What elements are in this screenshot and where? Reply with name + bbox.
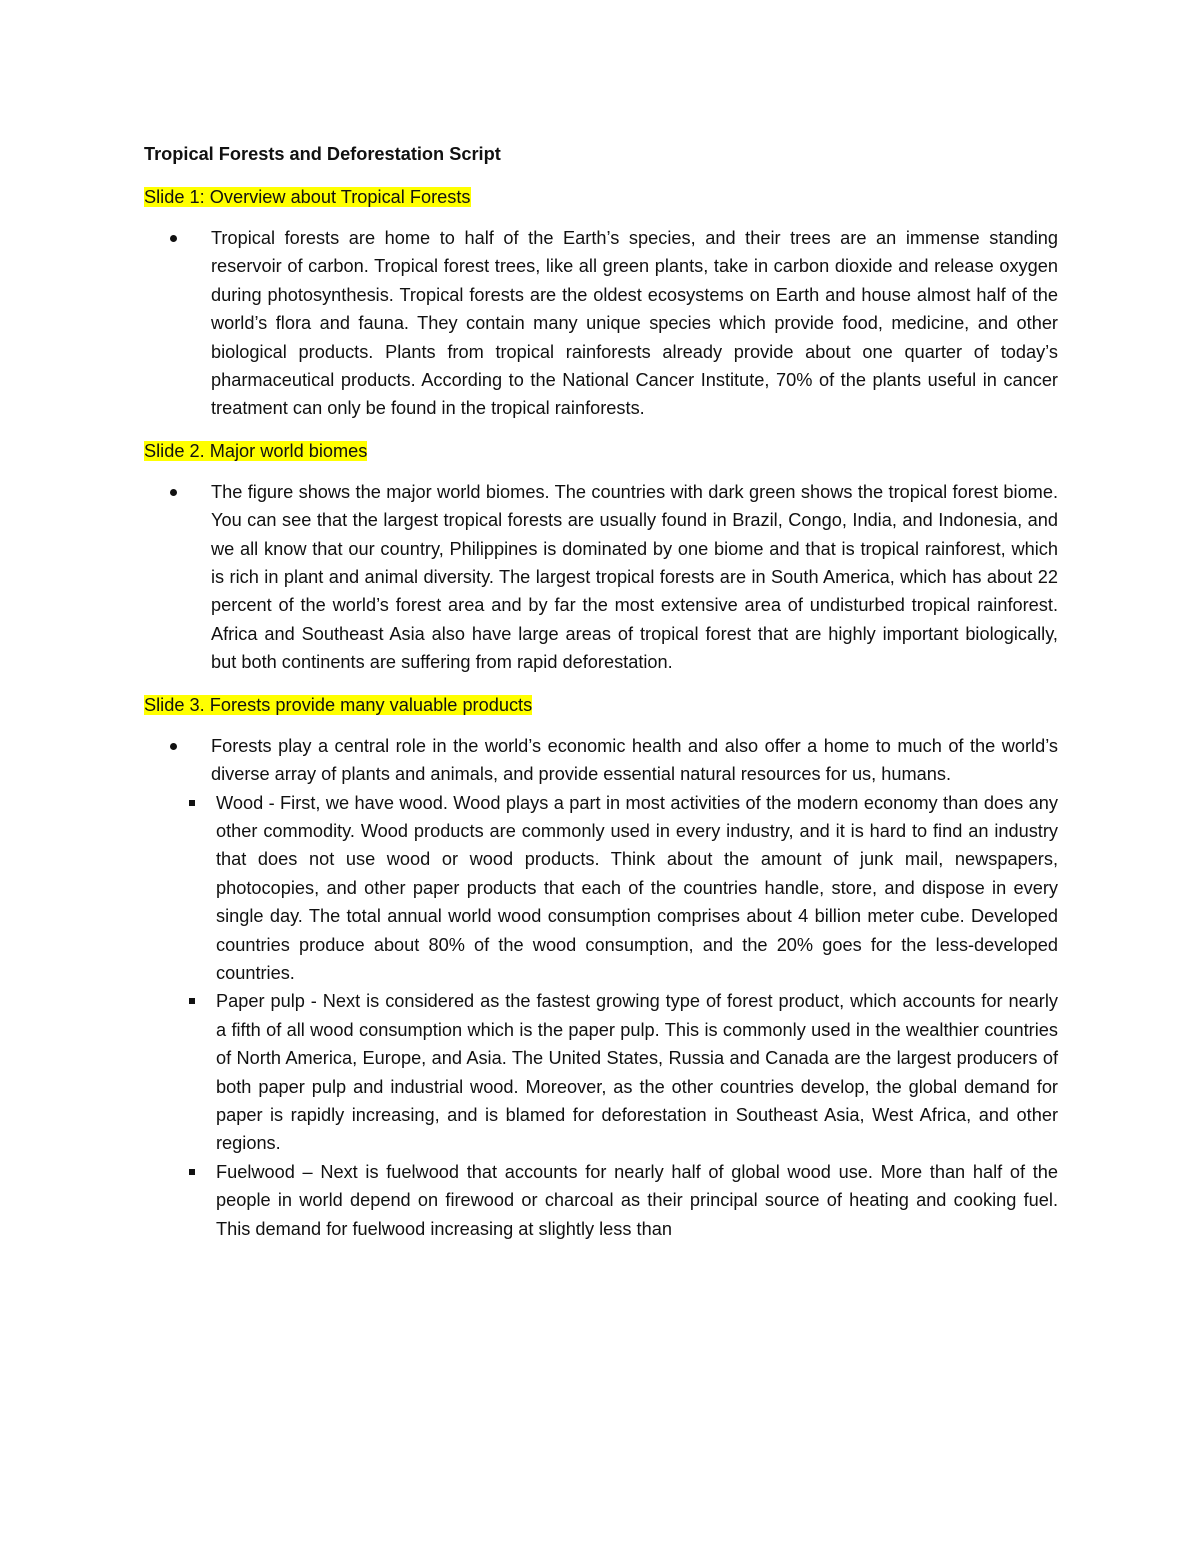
- slide-3-sub-list-container: [144, 789, 1058, 1244]
- sub-bullet-fuelwood: [144, 1158, 1058, 1243]
- slide-2-heading: [144, 437, 1058, 465]
- slide-1-bullet-list: [144, 224, 1058, 423]
- slide-3-bullet: [144, 732, 1058, 789]
- sub-bullet-fuelwood-text: Fuelwood – Next is fuelwood that accounts for nearly half of global wood use. More than half of the people in world depend on firewood or charcoal as their principal source of heating and cooking fuel. This demand for fuelwood increasing at slightly less than: [216, 1161, 1058, 1239]
- slide-3-bullet-text: Forests play a central role in the world’s economic health and also offer a home to much of the world’s diverse array of plants and animals, and provide essential natural resources for us, humans.: [211, 735, 1058, 785]
- sub-bullet-wood: [144, 789, 1058, 988]
- slide-1-bullet-text: Tropical forests are home to half of the Earth’s species, and their trees are an immense standing reservoir of carbon. Tropical forest trees, like all green plants, take in carbon dioxide and release oxygen during photosynthesis. Tropical forests are the oldest ecosystems on Earth and house almost half of the world’s flora and fauna. They contain many unique species which provide food, medicine, and other biological products. Plants from tropical rainforests already provide about one quarter of today’s pharmaceutical products. According to the National Cancer Institute, 70% of the plants useful in cancer treatment can only be found in the tropical rainforests.: [211, 228, 1058, 419]
- square-bullet-icon: [189, 1169, 195, 1175]
- square-bullet-icon: [189, 998, 195, 1004]
- slide-2-bullet: [144, 478, 1058, 677]
- bullet-dot-icon: [170, 489, 177, 496]
- sub-bullet-paper-pulp: [144, 987, 1058, 1157]
- slide-2-bullet-list: [144, 478, 1058, 677]
- slide-3-bullet-list: [144, 732, 1058, 1243]
- slide-3-sub-bullet-list: [144, 789, 1058, 1244]
- document-body: [144, 140, 1058, 1257]
- sub-bullet-wood-text: Wood - First, we have wood. Wood plays a part in most activities of the modern economy than does any other commodity. Wood products are commonly used in every industry, and it is hard to find an industry that does not use wood or wood products. Think about the amount of junk mail, newspapers, photocopies, and other paper products that each of the countries handle, store, and dispose in every single day. The total annual world wood consumption comprises about 4 billion meter cube. Developed countries produce about 80% of the wood consumption, and the 20% goes for the less-developed countries.: [216, 792, 1058, 983]
- slide-1-heading: [144, 183, 1058, 211]
- document-title: Tropical Forests and Deforestation Script: [144, 144, 501, 164]
- bullet-dot-icon: [170, 743, 177, 750]
- slide-1-bullet: [144, 224, 1058, 423]
- slide-2-bullet-text: The figure shows the major world biomes. The countries with dark green shows the tropical forest biome. You can see that the largest tropical forests are usually found in Brazil, Congo, India, and Indonesia, and we all know that our country, Philippines is dominated by one biome and that is tropical rainforest, which is rich in plant and animal diversity. The largest tropical forests are in South America, which has about 22 percent of the world’s forest area and by far the most extensive area of undisturbed tropical rainforest. Africa and Southeast Asia also have large areas of tropical forest that are highly important biologically, but both continents are suffering from rapid deforestation.: [211, 481, 1058, 673]
- bullet-dot-icon: [170, 235, 177, 242]
- square-bullet-icon: [189, 800, 195, 806]
- slide-1-heading-highlight: Slide 1: Overview about Tropical Forests: [144, 187, 471, 207]
- slide-3-heading-highlight: Slide 3. Forests provide many valuable products: [144, 694, 533, 715]
- slide-3-heading: [144, 691, 1058, 719]
- slide-2-heading-highlight: Slide 2. Major world biomes: [144, 440, 368, 461]
- sub-bullet-paper-pulp-text: Paper pulp - Next is considered as the fastest growing type of forest product, which accounts for nearly a fifth of all wood consumption which is the paper pulp. This is commonly used in the wealthier countries of North America, Europe, and Asia. The United States, Russia and Canada are the largest producers of both paper pulp and industrial wood. Moreover, as the other countries develop, the global demand for paper is rapidly increasing, and is blamed for deforestation in Southeast Asia, West Africa, and other regions.: [216, 991, 1058, 1154]
